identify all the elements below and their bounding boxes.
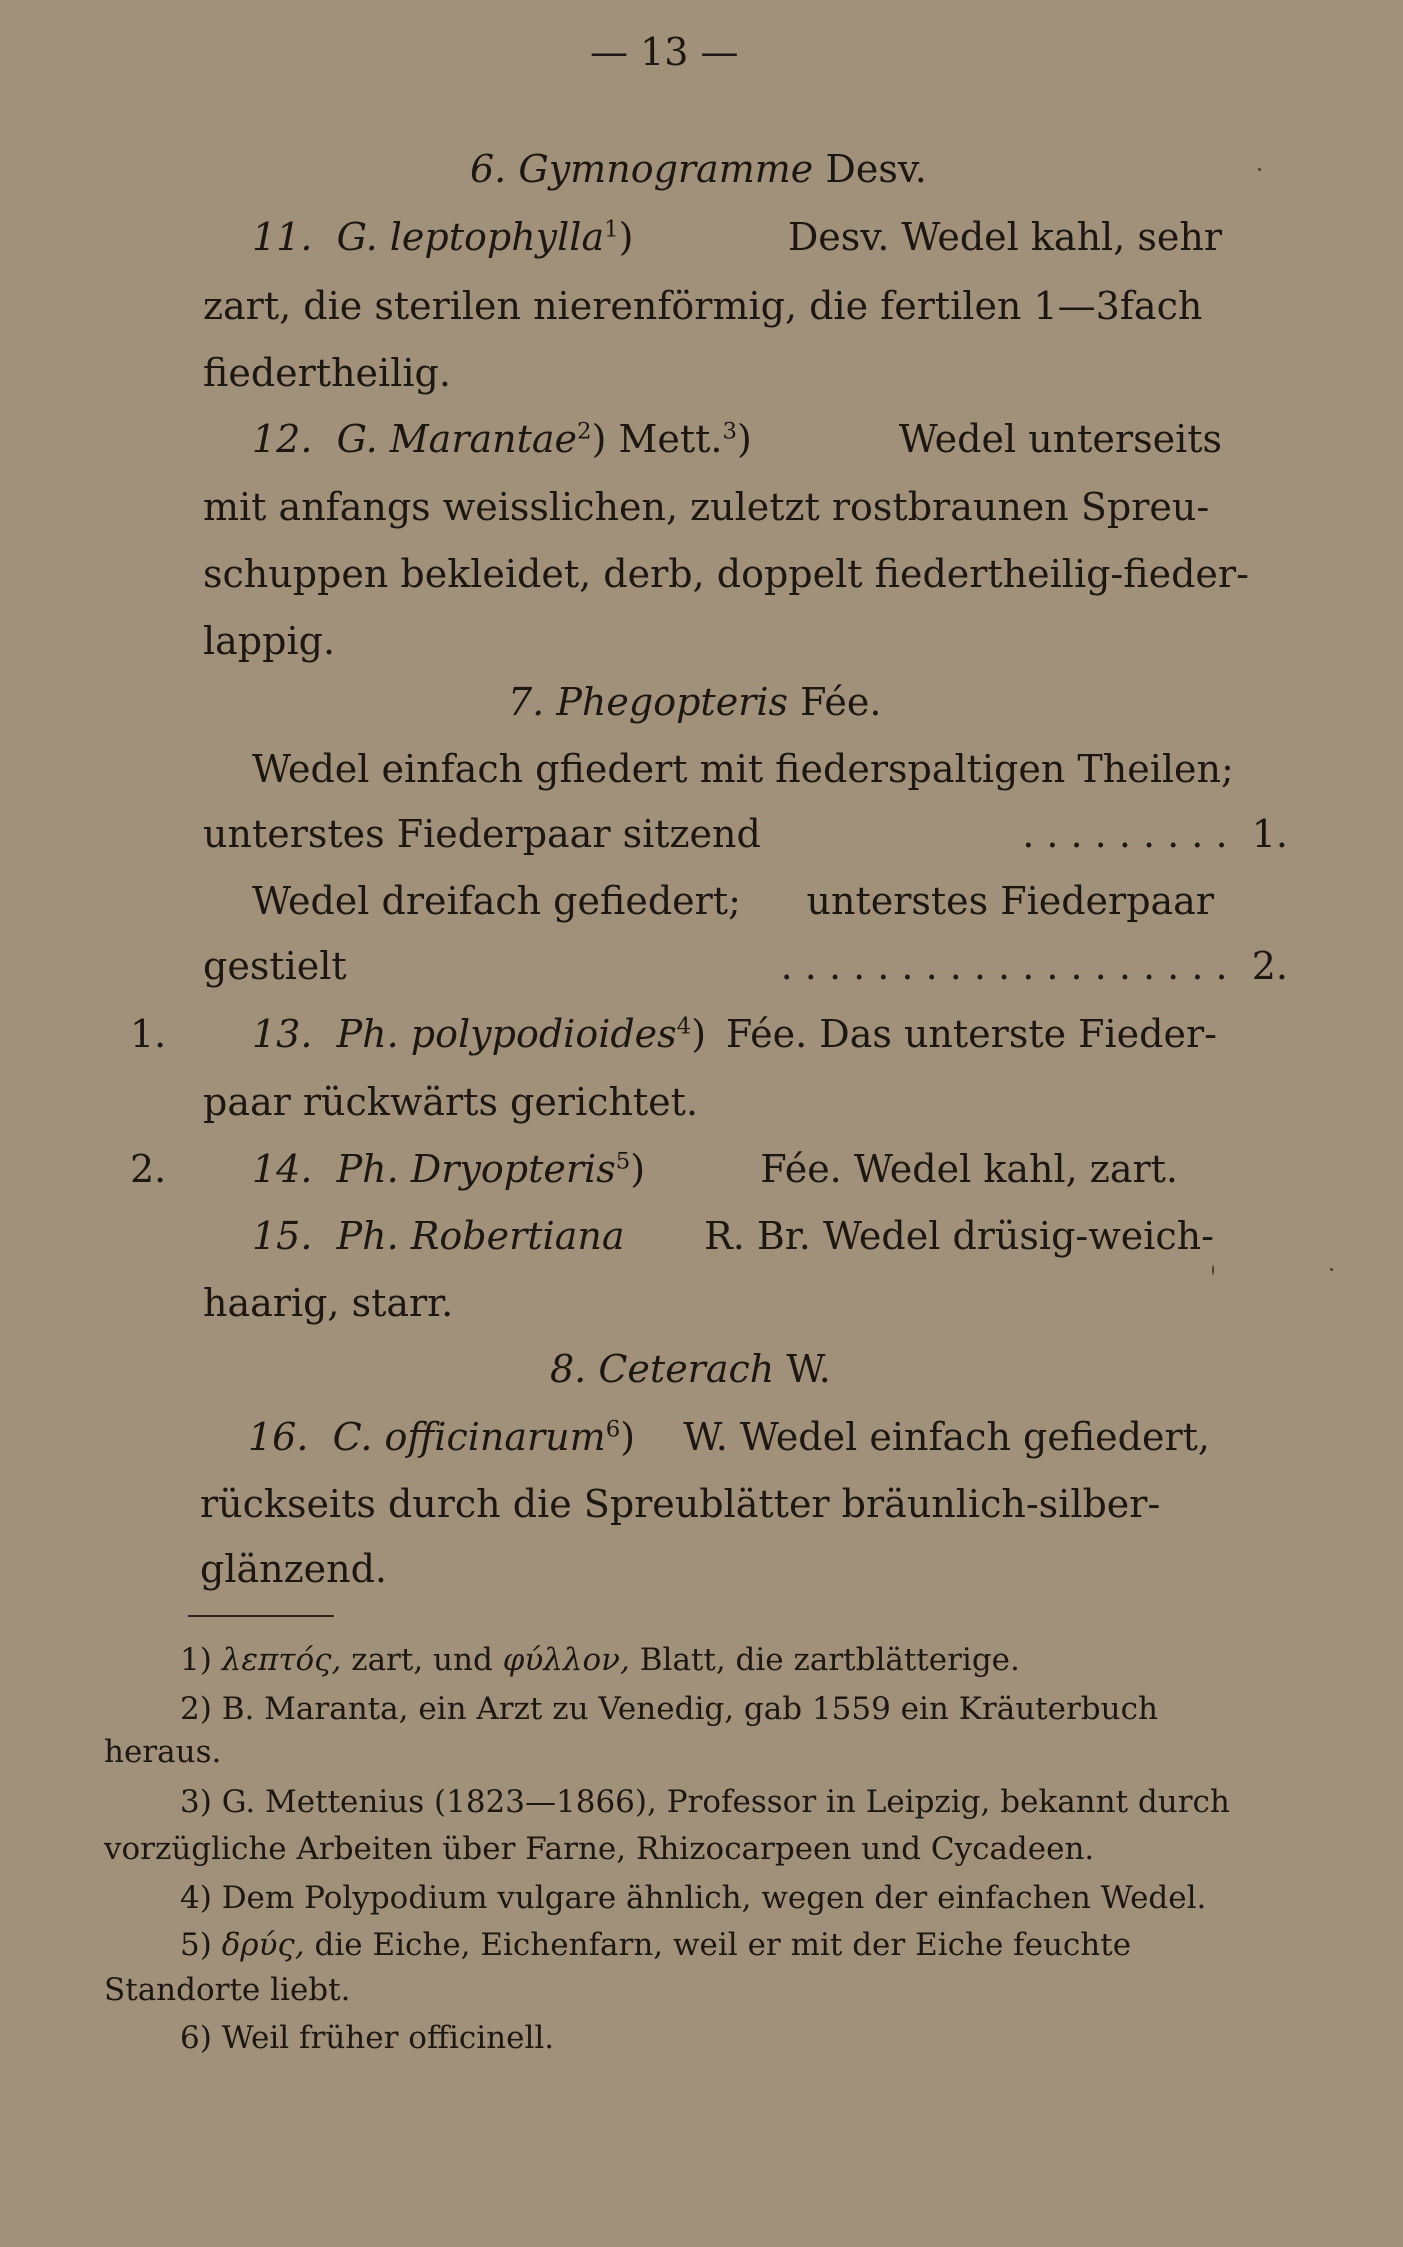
paper-speck xyxy=(1212,1265,1214,1275)
key-ref-1: 1. xyxy=(130,1012,167,1056)
genus-heading-phegopteris: 7. Phegopteris Fée. xyxy=(508,680,882,724)
species-entry-12-line4: lappig. xyxy=(203,619,336,663)
footnote-3-line2: vorzügliche Arbeiten über Farne, Rhizocarpeen und Cycadeen. xyxy=(104,1831,1095,1867)
key-line-2b: gestielt . . . . . . . . . . . . . . . . . . . 2. xyxy=(203,944,1288,988)
species-entry-14: 14. Ph. Dryopteris$^5$) Fée. Wedel kahl, zart. xyxy=(252,1147,1178,1191)
footnote-5-line2: Standorte liebt. xyxy=(104,1972,351,2008)
page-number: — 13 — xyxy=(590,30,739,74)
species-entry-16: 16. C. officinarum$^6$) W. Wedel einfach gefiedert, xyxy=(248,1415,1210,1459)
key-line-1a: Wedel einfach gfiedert mit fiederspaltigen Theilen; xyxy=(252,747,1234,791)
footnote-2: 2) B. Maranta, ein Arzt zu Venedig, gab 1559 ein Kräuterbuch xyxy=(180,1691,1158,1727)
genus-heading-ceterach: 8. Ceterach W. xyxy=(550,1347,831,1391)
species-entry-16-line2: rückseits durch die Spreublätter bräunlich-silber- xyxy=(200,1482,1161,1526)
species-entry-11-line3: fiedertheilig. xyxy=(203,351,451,395)
species-entry-15-line2: haarig, starr. xyxy=(203,1281,454,1325)
footnote-rule xyxy=(188,1615,334,1617)
footnote-3: 3) G. Mettenius (1823—1866), Professor in Leipzig, bekannt durch xyxy=(180,1784,1230,1820)
footnote-4: 4) Dem Polypodium vulgare ähnlich, wegen der einfachen Wedel. xyxy=(180,1880,1207,1916)
species-entry-15: 15. Ph. Robertiana R. Br. Wedel drüsig-weich- xyxy=(252,1214,1214,1258)
paper-speck xyxy=(1258,168,1261,171)
paper-speck xyxy=(1330,1268,1333,1271)
key-ref-2: 2. xyxy=(130,1147,167,1191)
footnote-2-line2: heraus. xyxy=(104,1734,222,1770)
species-entry-16-line3: glänzend. xyxy=(200,1547,387,1591)
species-entry-11-line2: zart, die sterilen nierenförmig, die fertilen 1—3fach xyxy=(203,284,1203,328)
footnote-1: 1) λεπτός, zart, und φύλλον, Blatt, die zartblätterige. xyxy=(180,1642,1020,1678)
key-line-2a: Wedel dreifach gefiedert; unterstes Fiederpaar xyxy=(252,879,1214,923)
footnote-6: 6) Weil früher officinell. xyxy=(180,2020,555,2056)
key-line-1b: unterstes Fiederpaar sitzend . . . . . . . . . 1. xyxy=(203,812,1288,856)
species-entry-13-line2: paar rückwärts gerichtet. xyxy=(203,1080,699,1124)
species-entry-12-line3: schuppen bekleidet, derb, doppelt fiedertheilig-fieder- xyxy=(203,552,1249,596)
genus-heading-gymnogramme: 6. Gymnogramme Desv. xyxy=(470,147,927,191)
species-entry-11: 11. G. leptophylla$^1$) Desv. Wedel kahl, sehr xyxy=(252,215,1222,259)
footnote-5: 5) δρύς, die Eiche, Eichenfarn, weil er mit der Eiche feuchte xyxy=(180,1927,1132,1963)
species-entry-12-line2: mit anfangs weisslichen, zuletzt rostbraunen Spreu- xyxy=(203,485,1210,529)
species-entry-12: 12. G. Marantae$^2$) Mett.$^3$) Wedel unterseits xyxy=(252,417,1222,461)
species-entry-13: 13. Ph. polypodioides$^4$) Fée. Das unterste Fieder- xyxy=(252,1012,1217,1056)
